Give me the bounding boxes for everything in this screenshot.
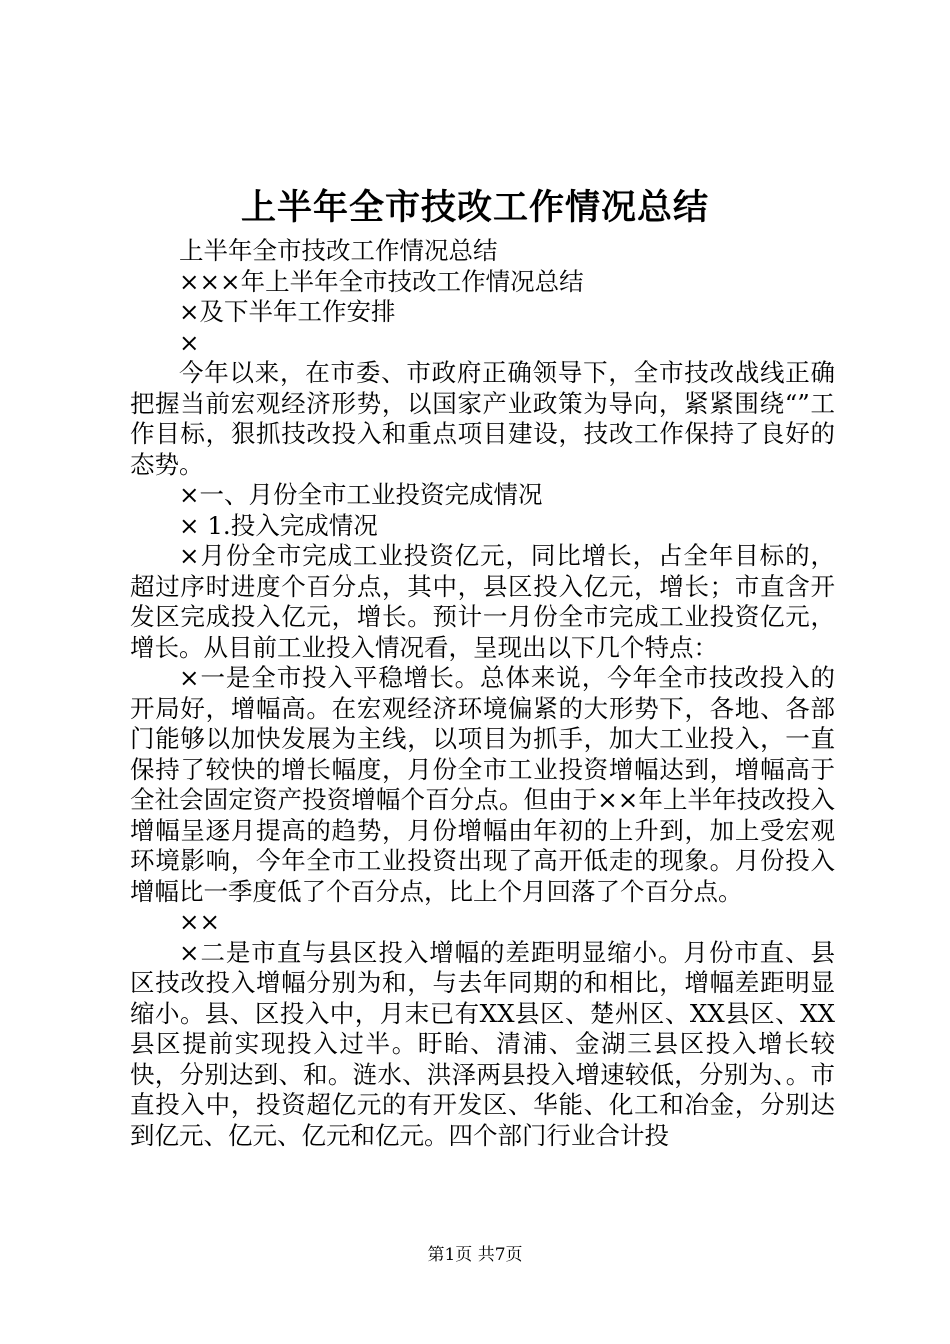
paragraph: ××: [179, 907, 221, 936]
paragraph: 今年以来，在市委、市政府正确领导下，全市技改战线正确把握当前宏观经济形势，以国家产业政策为导向，紧紧围绕“”工作目标，狠抓技改投入和重点项目建设，技改工作保持了良好的态势。: [130, 358, 835, 479]
paragraph: ×××年上半年全市技改工作情况总结: [179, 266, 584, 296]
document-title: 上半年全市技改工作情况总结: [240, 187, 709, 228]
paragraph: 上半年全市技改工作情况总结: [179, 236, 498, 265]
paragraph: ×一是全市投入平稳增长。总体来说，今年全市技改投入的开局好，增幅高。在宏观经济环境偏紧的大形势下，各地、各部门能够以加快发展为主线，以项目为抓手，加大工业投入，一直保持了较快的增长幅度，月份全市工业投资增幅达到，增幅高于全社会固定资产投资增幅个百分点。但由于××年上半年技改投入增幅呈逐月提高的趋势，月份增幅由年初的上升到，加上受宏观环境影响，今年全市工业投资出现了高开低走的现象。月份投入增幅比一季度低了个百分点，比上个月回落了个百分点。: [130, 663, 835, 906]
paragraph: ×: [179, 327, 200, 357]
paragraph: ×一、月份全市工业投资完成情况: [179, 480, 543, 509]
paragraph: ×二是市直与县区投入增幅的差距明显缩小。月份市直、县区技改投入增幅分别为和，与去年同期的和相比，增幅差距明显缩小。县、区投入中，月末已有XX县区、楚州区、XX县区、XX县区提前实现投入过半。盱眙、清浦、金湖三县区投入增长较快，分别达到、和。涟水、洪泽两县投入增速较低，分别为、。市直投入中，投资超亿元的有开发区、华能、化工和冶金，分别达到亿元、亿元、亿元和亿元。四个部门行业合计投: [130, 937, 835, 1150]
paragraph: ×月份全市完成工业投资亿元，同比增长，占全年目标的，超过序时进度个百分点，其中，县区投入亿元，增长；市直含开发区完成投入亿元，增长。预计一月份全市完成工业投资亿元，增长。从目前工业投入情况看，呈现出以下几个特点：: [130, 541, 835, 662]
paragraph: ×及下半年工作安排: [179, 297, 396, 326]
paragraph: × 1.投入完成情况: [179, 510, 378, 540]
page-number-footer: 第1页 共7页: [427, 1245, 523, 1265]
document-body: [130, 236, 835, 1151]
